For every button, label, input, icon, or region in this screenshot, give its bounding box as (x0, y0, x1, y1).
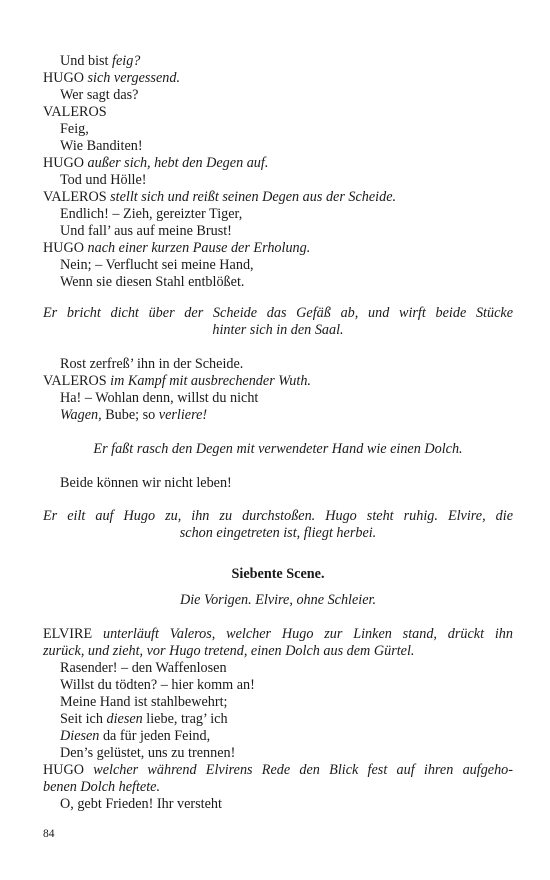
dialogue-text: Rost zerfreß’ ihn in der Scheide. (60, 356, 244, 372)
stage-direction-text: benen Dolch heftete. (43, 779, 160, 795)
text-line (60, 407, 530, 424)
dialogue-text: Feig, (60, 121, 89, 137)
text-line (43, 104, 513, 121)
stage-direction-text: Wagen, (60, 407, 102, 423)
dialogue-text: HUGO (43, 155, 88, 171)
stage-direction-text: außer sich, hebt den Degen auf. (87, 155, 269, 171)
text-line (60, 796, 530, 813)
text-line (43, 305, 513, 322)
stage-direction-text: nach einer kurzen Pause der Erholung. (87, 240, 311, 256)
text-line (60, 223, 530, 240)
stage-direction-text: sich vergessend. (87, 70, 180, 86)
dialogue-text: Wie Banditen! (60, 138, 143, 154)
text-line (60, 711, 530, 728)
page-number: 84 (43, 828, 55, 840)
stage-direction-text: zurück, und zieht, vor Hugo tretend, einen Dolch aus dem Gürtel. (43, 643, 415, 659)
text-line (43, 508, 513, 525)
text-line (43, 70, 513, 87)
dialogue-text: Und fall’ aus auf meine Brust! (60, 223, 232, 239)
stage-direction-text: feig? (112, 53, 141, 69)
text-line (43, 155, 513, 172)
dialogue-text: Tod und Hölle! (60, 172, 147, 188)
dialogue-text: liebe, trag’ ich (142, 711, 228, 727)
text-line (43, 626, 513, 643)
dialogue-text: Wenn sie diesen Stahl entblößet. (60, 274, 245, 290)
text-line (43, 762, 513, 779)
dialogue-text: Rasender! – den Waffenlosen (60, 660, 227, 676)
text-line (43, 525, 513, 542)
stage-direction-text: im Kampf mit ausbrechender Wuth. (110, 373, 311, 389)
dialogue-text: Nein; – Verflucht sei meine Hand, (60, 257, 254, 273)
stage-direction-text: diesen (106, 711, 143, 727)
text-line (43, 441, 513, 458)
dialogue-text: Wer sagt das? (60, 87, 139, 103)
text-line (60, 121, 530, 138)
dialogue-text: Beide können wir nicht leben! (60, 475, 232, 491)
stage-direction-text: Diesen (60, 728, 100, 744)
text-line (43, 240, 513, 257)
dialogue-text: Meine Hand ist stahlbewehrt; (60, 694, 228, 710)
text-line (60, 138, 530, 155)
text-line (60, 356, 530, 373)
text-line (60, 257, 530, 274)
text-line (43, 322, 513, 339)
text-line (60, 745, 530, 762)
stage-direction-text: schon eingetreten ist, fliegt herbei. (179, 525, 377, 541)
dialogue-text: O, gebt Frieden! Ihr versteht (60, 796, 222, 812)
text-line (60, 475, 530, 492)
text-line (43, 189, 513, 206)
dialogue-text: da für jeden Feind, (99, 728, 211, 744)
stage-direction-text: hinter sich in den Saal. (212, 322, 344, 338)
dialogue-text: VALEROS (43, 104, 107, 120)
scene-heading (43, 566, 513, 583)
stage-direction-text: Er bricht dicht über der Scheide das Gefäß ab, und wirft beide Stücke (43, 305, 513, 321)
dialogue-text: ELVIRE (43, 626, 103, 642)
text-line (60, 87, 530, 104)
text-line (43, 643, 513, 660)
text-line (60, 274, 530, 291)
dialogue-text: Willst du tödten? – hier komm an! (60, 677, 255, 693)
dialogue-text: VALEROS (43, 373, 111, 389)
dialogue-text: Den’s gelüstet, uns zu trennen! (60, 745, 236, 761)
text-line (43, 779, 513, 796)
dialogue-text: Siebente Scene. (231, 566, 325, 582)
dialogue-text: Bube; so (101, 407, 159, 423)
dialogue-text: Seit ich (60, 711, 107, 727)
dialogue-text: HUGO (43, 762, 94, 778)
dialogue-text: Endlich! – Zieh, gereizter Tiger, (60, 206, 243, 222)
text-line (60, 172, 530, 189)
stage-direction-text: stellt sich und reißt seinen Degen aus der Scheide. (110, 189, 397, 205)
text-line (43, 373, 513, 390)
text-line (60, 677, 530, 694)
text-line (43, 592, 513, 609)
stage-direction-text: Er faßt rasch den Degen mit verwendeter Hand wie einen Dolch. (93, 441, 463, 457)
dialogue-text: VALEROS (43, 189, 111, 205)
text-line (60, 660, 530, 677)
text-line (60, 728, 530, 745)
text-line (60, 390, 530, 407)
dialogue-text: HUGO (43, 240, 88, 256)
stage-direction-text: Die Vorigen. Elvire, ohne Schleier. (179, 592, 377, 608)
stage-direction-text: welcher während Elvirens Rede den Blick fest auf ihren aufgeho- (93, 762, 514, 778)
stage-direction-text: Er eilt auf Hugo zu, ihn zu durchstoßen. Hugo steht ruhig. Elvire, die (43, 508, 513, 524)
text-line (60, 53, 530, 70)
text-line (60, 694, 530, 711)
dialogue-text: HUGO (43, 70, 88, 86)
dialogue-text: Ha! – Wohlan denn, willst du nicht (60, 390, 259, 406)
stage-direction-text: unterläuft Valeros, welcher Hugo zur Linken stand, drückt ihn (102, 626, 513, 642)
stage-direction-text: verliere! (158, 407, 208, 423)
text-line (60, 206, 530, 223)
dialogue-text: Und bist (60, 53, 113, 69)
